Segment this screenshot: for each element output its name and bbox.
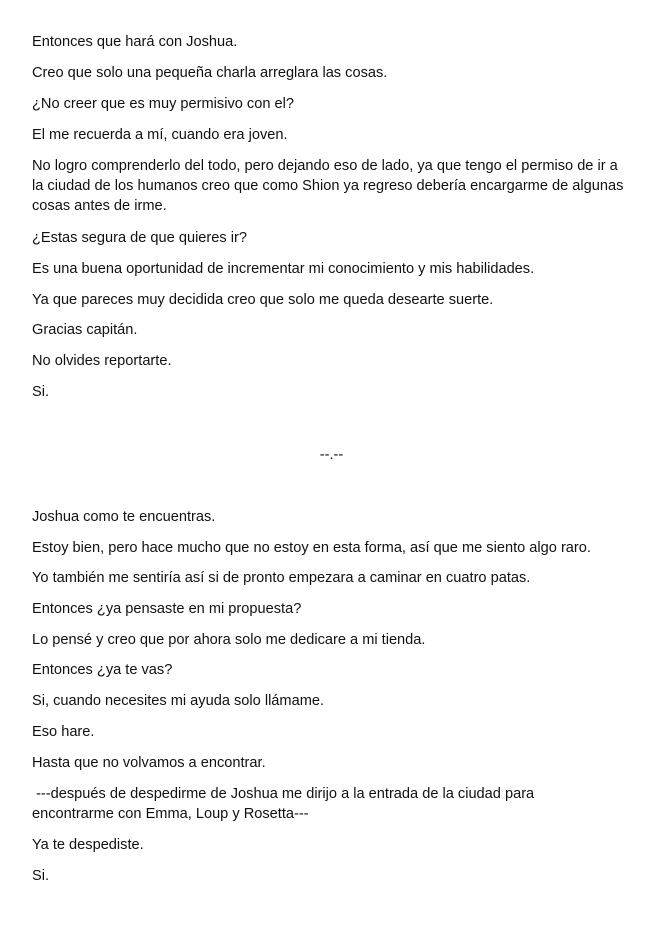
paragraph: ¿No creer que es muy permisivo con el? [32,96,294,112]
paragraph: Si. [32,384,50,400]
paragraph: No logro comprenderlo del todo, pero dejando eso de lado, ya que tengo el permiso de ir a la ciudad de los humanos creo que como Shion ya regreso debería encargarme de algunas cosas antes de irme. [32,158,628,214]
paragraph: ¿Estas segura de que quieres ir? [32,230,247,246]
paragraph: Creo que solo una pequeña charla arreglara las cosas. [32,65,388,81]
paragraph: No olvides reportarte. [32,353,172,369]
paragraph: Si, cuando necesites mi ayuda solo llámame. [32,693,325,709]
paragraph: Ya que pareces muy decidida creo que solo me queda desearte suerte. [32,292,494,308]
scene-separator: --.-- [319,447,344,463]
paragraph: Eso hare. [32,724,95,740]
paragraph: ---después de despedirme de Joshua me dirijo a la entrada de la ciudad para encontrarme con Emma, Loup y Rosetta--- [32,786,539,822]
paragraph: Es una buena oportunidad de incrementar mi conocimiento y mis habilidades. [32,261,535,277]
paragraph: Yo también me sentiría así si de pronto empezara a caminar en cuatro patas. [32,570,531,586]
paragraph: El me recuerda a mí, cuando era joven. [32,127,288,143]
paragraph: Entonces ¿ya te vas? [32,662,173,678]
paragraph: Lo pensé y creo que por ahora solo me dedicare a mi tienda. [32,632,426,648]
paragraph: Ya te despediste. [32,837,144,853]
paragraph: Hasta que no volvamos a encontrar. [32,755,266,771]
paragraph: Joshua como te encuentras. [32,509,216,525]
paragraph: Entonces que hará con Joshua. [32,34,238,50]
paragraph: Estoy bien, pero hace mucho que no estoy en esta forma, así que me siento algo raro. [32,540,591,556]
paragraph: Entonces ¿ya pensaste en mi propuesta? [32,601,302,617]
paragraph: Gracias capitán. [32,322,138,338]
paragraph: Si. [32,868,50,884]
